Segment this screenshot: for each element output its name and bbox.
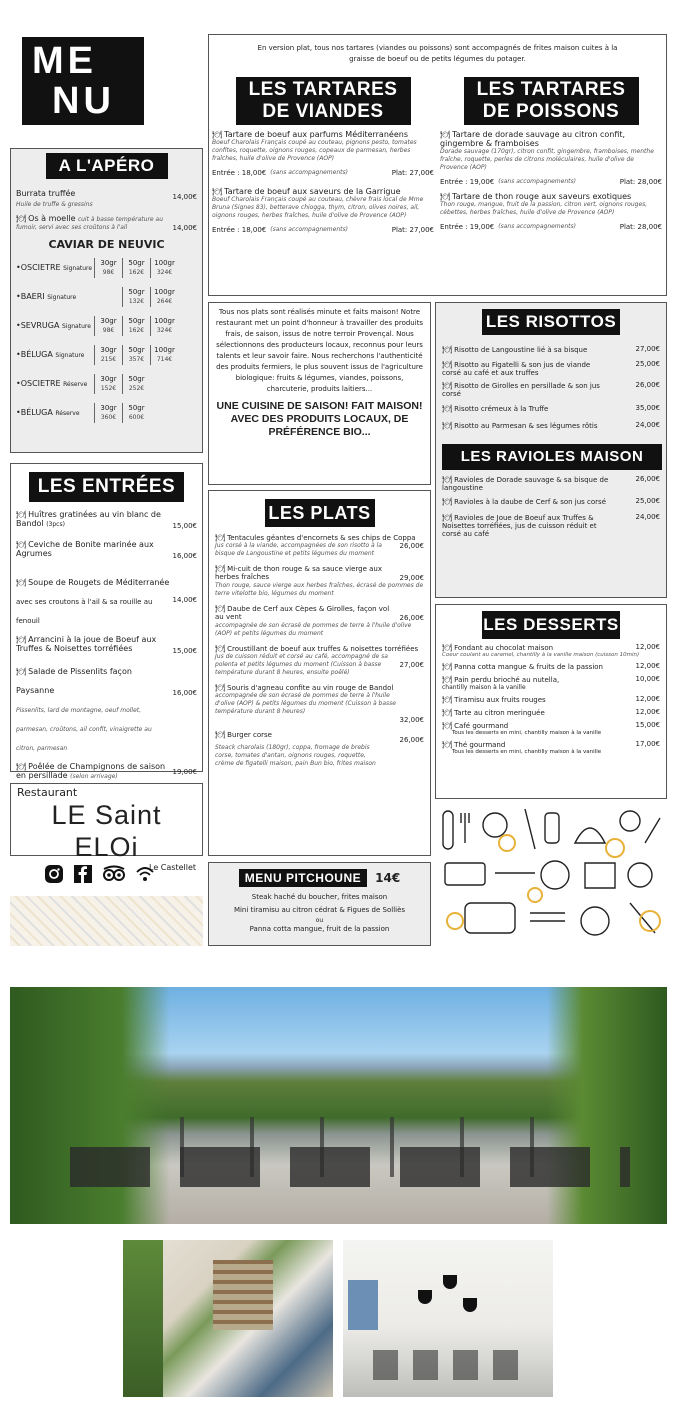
item-desc: Coeur coulant au caramel, chantilly à la vanille maison (cuisson 10min) [442, 652, 640, 658]
item-desc: accompagnée de son écrasé de pommes de terre à l'huile d'olive (AOP) & petits légumes du moment (Cuisson à basse température durant 8 heures) [215, 692, 396, 715]
item-name: Daube de Cerf aux Cèpes & Girolles, façon vol au vent [215, 605, 390, 621]
item-price: 14,00€ [172, 596, 197, 604]
plat-item [215, 533, 424, 558]
caviar-price: 162€ [128, 268, 145, 276]
tartare-viandes [212, 77, 434, 234]
item-price: 25,00€ [635, 360, 660, 368]
dish-icon: 🍽 [215, 644, 226, 653]
pitchoune-line: Mini tiramisu au citron cédrat & Figues de Solliès [233, 906, 406, 914]
intro-text: En version plat, tous nos tartares (viandes ou poissons) sont accompagnés de frites maison cuites à la graisse de boeuf ou de petits légumes du potager. [257, 44, 618, 63]
item-name: Risotto de Girolles en persillade & son jus corsé [442, 382, 600, 398]
caviar-weight: 30gr [100, 403, 117, 412]
item-price: 29,00€ [399, 574, 424, 582]
dish-name: Tartare de boeuf aux saveurs de la Garrigue [224, 187, 401, 196]
dish-desc: Dorade sauvage (170gr), citron confit, gingembre, framboises, menthe fraîche, roquette, perles de citrons moléculaires, huile d'olive de Provence (AOP) [440, 148, 654, 171]
caviar-name: •SEVRUGA [16, 321, 60, 330]
item-desc: Huile de truffe & gressins [16, 201, 93, 208]
item-sub: (3pcs) [46, 521, 65, 528]
desserts-section [435, 604, 667, 799]
item-price: 24,00€ [635, 421, 660, 429]
item-price: 12,00€ [635, 662, 660, 670]
item-price: 26,00€ [399, 542, 424, 550]
caviar-price: 152€ [100, 384, 117, 392]
entree-item [16, 510, 197, 530]
dish-icon: 🍽 [212, 130, 223, 139]
dish-icon: 🍽 [442, 497, 453, 506]
dish-icon: 🍽 [440, 130, 451, 139]
item-name: Risotto de Langoustine lié à sa bisque [454, 346, 588, 354]
item-desc: cuit à basse température au fumoir, servi avec ses croûtons à l'ail [16, 216, 164, 231]
tartare-poissons [440, 77, 662, 231]
entree-price: Entrée : 18,00€ [212, 226, 267, 234]
caviar-row [16, 282, 197, 311]
item-price: 17,00€ [635, 740, 660, 748]
dish-icon: 🍽 [16, 510, 27, 519]
caviar-name: •OSCIETRE [16, 379, 61, 388]
risotto-item [442, 345, 660, 354]
entree-price: Entrée : 19,00€ [440, 178, 495, 186]
caviar-price: 252€ [128, 384, 145, 392]
item-price: 24,00€ [635, 513, 660, 521]
caviar-sub: Signature [63, 265, 93, 272]
dish-icon: 🍽 [442, 695, 453, 704]
caviar-row [16, 311, 197, 340]
apero-item [16, 214, 197, 232]
kitchen-doodle-illustration [435, 803, 667, 946]
item-price: 26,00€ [635, 381, 660, 389]
caviar-weight: 100gr [154, 316, 175, 325]
caviar-weight: 50gr [128, 403, 145, 412]
entree-item [16, 659, 197, 754]
item-name: Poêlée de Champignons de saison en persillade [16, 762, 166, 780]
caviar-sub: Réserve [63, 381, 88, 388]
item-desc: Jus de cuisson réduit et corsé au café, accompagné de sa polenta et petits légumes du moment (Cuisson à basse température durant 8 heures, ensuite poêlé) [215, 653, 388, 676]
caviar-sub: Signature [55, 352, 85, 359]
item-name: Souris d'agneau confite au vin rouge de Bandol [227, 684, 394, 692]
caviar-weight: 50gr [128, 345, 145, 354]
tartare-poissons-title-line2: DE POISSONS [482, 101, 620, 122]
caviar-weight: 50gr [128, 374, 145, 383]
pitchoune-price: 14€ [375, 871, 401, 885]
terrace-photo [10, 987, 667, 1224]
item-name: Burrata truffée [16, 189, 76, 198]
restaurant-place: Le Castellet [149, 863, 196, 872]
item-price: 10,00€ [635, 675, 660, 683]
dish-icon: 🍽 [442, 643, 453, 652]
raviole-item [442, 513, 660, 538]
item-name: Café gourmand [454, 722, 509, 730]
dish-icon: 🍽 [442, 421, 453, 430]
dish-desc: Boeuf Charolais Français coupé au couteau, pignons pesto, tomates confites, roquette, oignons rouges, copeaux de parmesan, herbes fraîches, huile d'olive de Provence (AOP) [212, 139, 417, 162]
plat-price: Plat: 28,00€ [619, 223, 662, 231]
risotto-item [442, 381, 660, 398]
item-name: Croustillant de boeuf aux truffes & noisettes torréfiées [227, 645, 419, 653]
restaurant-label: Restaurant [17, 786, 78, 799]
pitchoune-section [208, 862, 431, 946]
plat-item [215, 730, 424, 768]
apero-title: A L'APÉRO [46, 153, 168, 179]
item-price: 12,00€ [635, 643, 660, 651]
item-name: Tiramisu aux fruits rouges [454, 696, 546, 704]
item-name: Ravioles de Joue de Boeuf aux Truffes & Noisettes torréfiées, jus de cuisson réduit et corsé au café [442, 514, 597, 538]
caviar-row [16, 398, 197, 427]
dish-name: Tartare de boeuf aux parfums Méditerranéens [224, 130, 408, 139]
dish-icon: 🍽 [442, 675, 453, 684]
caviar-weight: 30gr [100, 258, 117, 267]
plats-section [208, 490, 431, 856]
tartares-section [208, 34, 667, 296]
entrees-title: LES ENTRÉES [29, 472, 184, 502]
tripadvisor-icon[interactable] [102, 864, 126, 884]
dish-icon: 🍽 [215, 730, 226, 739]
item-name: Risotto crémeux à la Truffe [454, 405, 549, 413]
item-price: 27,00€ [635, 345, 660, 353]
entree-item [16, 635, 197, 655]
caviar-weight: 50gr [128, 287, 145, 296]
dish-icon: 🍽 [16, 578, 27, 587]
caviar-price: 600€ [128, 413, 145, 421]
price-note: (sans accompagnements) [498, 223, 576, 230]
caviar-name: •BÉLUGA [16, 350, 53, 359]
dining-room-photo-left [123, 1240, 333, 1397]
caviar-row [16, 340, 197, 369]
item-price: 26,00€ [399, 614, 424, 622]
caviar-price: 714€ [156, 355, 173, 363]
dish-icon: 🍽 [442, 360, 453, 369]
risottos-section [435, 302, 667, 598]
plat-price: Plat: 28,00€ [619, 178, 662, 186]
instagram-icon[interactable] [44, 864, 64, 884]
item-name: Tentacules géantes d'encornets & ses chips de Coppa [227, 534, 416, 542]
item-name: Ceviche de Bonite marinée aux Agrumes [16, 540, 154, 558]
item-name: Panna cotta mangue & fruits de la passion [454, 663, 603, 671]
dish-name: Tartare de thon rouge aux saveurs exotiques [452, 192, 632, 201]
risotto-item [442, 360, 660, 377]
item-name: Salade de Pissenlits façon Paysanne [16, 667, 132, 695]
item-price: 25,00€ [635, 497, 660, 505]
item-name: Mi-cuit de thon rouge & sa sauce vierge aux herbes fraîches [215, 565, 382, 581]
item-desc: Jus corsé à la viande, accompagnées de son risotto à la bisque de Langoustine et petits légumes du moment [215, 542, 382, 557]
caviar-price: 264€ [156, 297, 173, 305]
dessert-item [442, 740, 660, 755]
dish-icon: 🍽 [442, 708, 453, 717]
menu-logo-line1: ME [32, 40, 97, 82]
item-price: 32,00€ [399, 716, 424, 724]
tartare-poisson-item [440, 192, 662, 231]
item-price: 16,00€ [172, 552, 197, 560]
caviar-weight: 50gr [128, 258, 145, 267]
caviar-price: 98€ [102, 326, 115, 334]
tartare-poisson-item [440, 130, 662, 186]
item-price: 14,00€ [172, 193, 197, 201]
item-name: Ravioles à la daube de Cerf & son jus corsé [454, 498, 606, 506]
dessert-item [442, 708, 660, 717]
caviar-weight: 50gr [128, 316, 145, 325]
plat-price: Plat: 27,00€ [391, 169, 434, 177]
dish-icon: 🍽 [212, 187, 223, 196]
ravioles-title: LES RAVIOLES MAISON [442, 444, 662, 470]
caviar-row [16, 253, 197, 282]
item-price: 15,00€ [635, 721, 660, 729]
caviar-weight: 100gr [154, 258, 175, 267]
item-price: 19,00€ [172, 768, 197, 776]
item-desc: Thon rouge, sauce vierge aux herbes fraîches, écrasé de pommes de terre vitelotte bio, légumes du moment [215, 582, 424, 597]
caviar-name: •BÉLUGA [16, 408, 53, 417]
plat-item [215, 564, 424, 598]
item-name: Soupe de Rougets de Méditerranée [28, 578, 170, 587]
tartare-viandes-title [236, 77, 411, 125]
item-price: 35,00€ [635, 404, 660, 412]
caviar-sub: Réserve [55, 410, 80, 417]
plat-item [215, 644, 424, 677]
wifi-icon[interactable] [135, 864, 155, 884]
caviar-sub: Signature [47, 294, 77, 301]
caviar-sub: Signature [61, 323, 91, 330]
item-desc: Pissenlits, lard de montagne, oeuf mollet, parmesan, croûtons, ail confit, vinaigrette au citron, parmesan [16, 707, 152, 752]
philosophy-section [208, 302, 431, 485]
tartare-viandes-title-line1: LES TARTARES [248, 79, 398, 100]
tartare-poissons-title [464, 77, 639, 125]
item-price: 12,00€ [635, 695, 660, 703]
item-sub: (selon arrivage) [70, 773, 118, 780]
dessert-item [442, 643, 660, 658]
item-desc: avec ses croutons à l'ail & sa rouille au fenouil [16, 598, 153, 625]
risotto-item [442, 404, 660, 413]
dish-icon: 🍽 [442, 345, 453, 354]
pitchoune-title: MENU PITCHOUNE [239, 869, 367, 887]
caviar-price: 357€ [128, 355, 145, 363]
dish-icon: 🍽 [215, 564, 226, 573]
dessert-item [442, 695, 660, 704]
item-name: Burger corse [227, 731, 272, 739]
pitchoune-line: Steak haché du boucher, frites maison [251, 893, 388, 901]
caviar-price: 132€ [128, 297, 145, 305]
caviar-weight: 30gr [100, 374, 117, 383]
item-price: 16,00€ [172, 689, 197, 697]
item-price: 15,00€ [172, 647, 197, 655]
restaurant-logo [10, 783, 203, 872]
risottos-title: LES RISOTTOS [482, 309, 620, 335]
philosophy-text: Tous nos plats sont réalisés minute et faits maison! Notre restaurant met un point d'honneur à travailler des produits frais, de saison, issus de notre terroir Provençal. Nous sélectionnons des producteurs locaux, reconnus pour leurs talents et leur savoir faire. Nous recherchons l'authenticité des produits fermiers, le plus souvent issus de l'agriculture biologique: fruits & légumes, viandes, poissons, charcuterie, produits laitiers... [215, 308, 424, 393]
dish-desc: Boeuf Charolais Français coupé au couteau, chèvre frais local de Mme Bruna (Signes 83), betterave chiogga, thym, citron, olives noires, ail, oignons rouges, herbes fraîches, huile d'olive de Provence (AOP) [212, 196, 424, 219]
dish-icon: 🍽 [442, 513, 453, 522]
item-desc: chantilly maison à la vanille [442, 684, 526, 691]
menu-logo-line2: NU [52, 80, 115, 122]
caviar-name: •OSCIETRE [16, 263, 61, 272]
dish-icon: 🍽 [442, 475, 453, 484]
item-price: 26,00€ [399, 736, 424, 744]
dish-icon: 🍽 [440, 192, 451, 201]
tartare-viandes-title-line2: DE VIANDES [262, 101, 384, 122]
entree-item [16, 540, 197, 560]
plat-item [215, 683, 424, 724]
pitchoune-line: Panna cotta mangue, fruit de la passion [249, 925, 390, 933]
apero-item [16, 189, 197, 208]
dish-icon: 🍽 [215, 683, 226, 692]
dish-icon: 🍽 [16, 762, 27, 771]
kitchen-doodle-strip [10, 896, 203, 946]
caviar-name: •BAERI [16, 292, 45, 301]
item-price: 14,00€ [172, 224, 197, 232]
entree-item [16, 762, 197, 780]
dish-desc: Thon rouge, mangue, fruit de la passion, citron vert, oignons rouges, cébettes, herbes fraîches, huile d'olive de Provence (AOP) [440, 201, 648, 216]
dish-icon: 🍽 [16, 214, 27, 223]
caviar-row [16, 369, 197, 398]
raviole-item [442, 497, 660, 506]
item-name: Huîtres gratinées au vin blanc de Bandol [16, 510, 161, 528]
plat-item [215, 604, 424, 638]
item-name: Risotto au Parmesan & ses légumes rôtis [454, 422, 598, 430]
price-note: (sans accompagnements) [498, 178, 576, 185]
restaurant-name: LE Saint ELOi [51, 800, 162, 862]
item-name: Fondant au chocolat maison [454, 644, 554, 652]
apero-section [10, 148, 203, 453]
dish-icon: 🍽 [442, 662, 453, 671]
caviar-table [16, 253, 197, 427]
item-name: Os à moelle [28, 214, 76, 223]
item-name: Thé gourmand [454, 741, 506, 749]
pitchoune-line: ou [315, 917, 324, 924]
caviar-weight: 100gr [154, 345, 175, 354]
caviar-price: 162€ [128, 326, 145, 334]
dish-icon: 🍽 [16, 667, 27, 676]
dining-room-photo-right [343, 1240, 553, 1397]
caviar-price: 215€ [100, 355, 117, 363]
caviar-price: 360€ [100, 413, 117, 421]
item-desc: accompagnée de son écrasé de pommes de terre à l'huile d'olive (AOP) et petits légumes du moment [215, 622, 412, 637]
item-price: 12,00€ [635, 708, 660, 716]
dish-icon: 🍽 [442, 721, 453, 730]
dessert-item [442, 662, 660, 671]
item-price: 15,00€ [172, 522, 197, 530]
price-note: (sans accompagnements) [270, 169, 348, 176]
caviar-price: 324€ [156, 326, 173, 334]
item-name: Risotto au Figatelli & son jus de viande corsé au café et aux truffes [442, 361, 591, 377]
plat-price: Plat: 27,00€ [391, 226, 434, 234]
caviar-title: CAVIAR DE NEUVIC [48, 238, 165, 251]
caviar-price: 98€ [102, 268, 115, 276]
price-note: (sans accompagnements) [270, 226, 348, 233]
tartare-viande-item [212, 187, 434, 234]
menu-logo [22, 37, 144, 125]
dish-icon: 🍽 [215, 533, 226, 542]
tartare-poissons-title-line1: LES TARTARES [476, 79, 626, 100]
entree-price: Entrée : 19,00€ [440, 223, 495, 231]
dish-icon: 🍽 [442, 404, 453, 413]
dish-icon: 🍽 [442, 381, 453, 390]
dish-icon: 🍽 [442, 740, 453, 749]
facebook-icon[interactable] [73, 864, 93, 884]
dish-icon: 🍽 [16, 635, 27, 644]
dish-name: Tartare de dorade sauvage au citron confit, gingembre & framboises [440, 130, 626, 148]
item-price: 27,00€ [399, 661, 424, 669]
philosophy-slogan: UNE CUISINE DE SAISON! FAIT MAISON! AVEC DES PRODUITS LOCAUX, DE PRÉFÉRENCE BIO... [216, 400, 423, 438]
item-desc: Tous les desserts en mini, chantilly maison à la vanille [452, 730, 602, 736]
item-desc: Steack charolais (180gr), coppa, fromage de brebis corse, tomates d'antan, oignons rouges, roquette, crème de figatelli maison, pain Bun bio, frites maison [215, 744, 376, 767]
entree-price: Entrée : 18,00€ [212, 169, 267, 177]
dish-icon: 🍽 [16, 540, 27, 549]
caviar-weight: 30gr [100, 345, 117, 354]
dish-icon: 🍽 [215, 604, 226, 613]
social-icons [44, 864, 155, 884]
plats-title: LES PLATS [265, 499, 375, 527]
dessert-item [442, 675, 660, 691]
tartare-viande-item [212, 130, 434, 177]
entrees-section [10, 463, 203, 780]
item-name: Tarte au citron meringuée [454, 709, 545, 717]
caviar-weight: 100gr [154, 287, 175, 296]
item-desc: Tous les desserts en mini, chantilly maison à la vanille [452, 749, 602, 755]
risotto-item [442, 421, 660, 430]
dessert-item [442, 721, 660, 736]
item-name: Arrancini à la joue de Boeuf aux Truffes & Noisettes torréfiées [16, 635, 157, 653]
entree-item [16, 570, 197, 627]
desserts-title: LES DESSERTS [482, 611, 620, 639]
item-price: 26,00€ [635, 475, 660, 483]
caviar-price: 324€ [156, 268, 173, 276]
item-name: Pain perdu brioché au nutella, [454, 676, 560, 684]
item-name: Ravioles de Dorade sauvage & sa bisque de langoustine [442, 476, 609, 492]
caviar-weight: 30gr [100, 316, 117, 325]
raviole-item [442, 475, 660, 492]
